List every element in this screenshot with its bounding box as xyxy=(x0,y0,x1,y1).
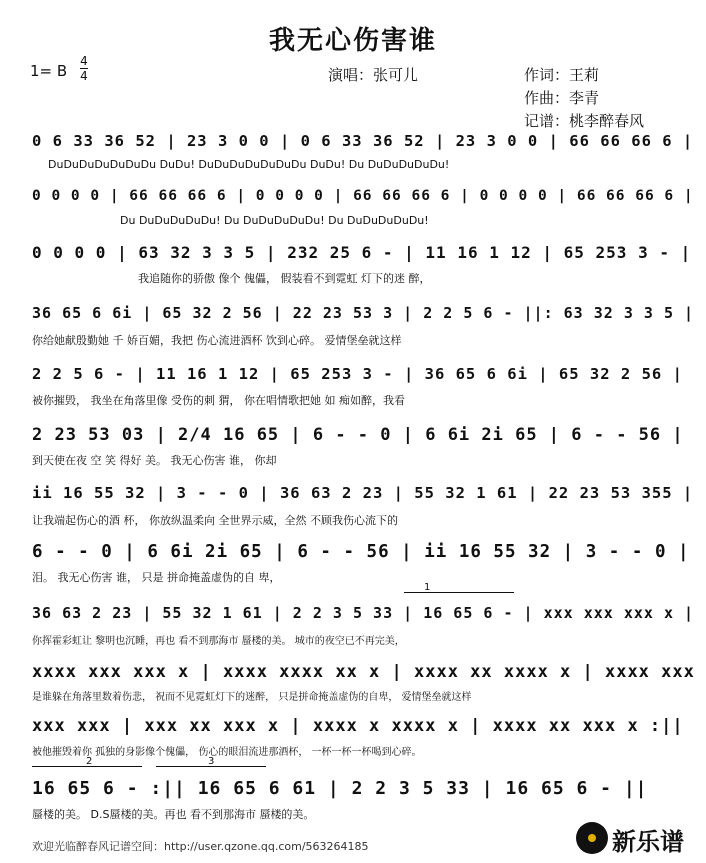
lyrics-row-8: 泪。 我无心伤害 谁， 只是 拼命掩盖虚伪的自 卑， xyxy=(32,571,281,584)
notation-row-12: 16 65 6 - :|| 16 65 6 61 | 2 2 3 5 33 | 16 65 6 - || xyxy=(32,778,648,799)
logo-text: 新乐谱 xyxy=(612,828,684,856)
lyrics-row-10: 是谁躲在角落里数着伤悲， 祝而不见霓虹灯下的迷醉， 只是拼命掩盖虚伪的自卑， 爱情堡垒就这样 xyxy=(32,692,472,703)
transcriber-credit: 记谱：桃李醉春风 xyxy=(524,112,645,130)
time-sig-bottom: 4 xyxy=(80,69,88,83)
time-sig-top: 4 xyxy=(80,54,88,68)
lyrics-row-5: 被你摧毁， 我坐在角落里像 受伤的刺 猬， 你在唱情歌把她 如 痴如醉，我看 xyxy=(32,394,405,407)
singer-credit: 演唱：张可儿 xyxy=(328,66,419,84)
key-signature: 1= B xyxy=(30,62,68,80)
lyrics-row-12: 蜃楼的美。 D.S蜃楼的美。再也 看不到那海市 蜃楼的美。 xyxy=(32,808,315,821)
notation-row-11: xxx xxx | xxx xx xxx x | xxxx x xxxx x | xxxx xx xxx x :|| xyxy=(32,716,684,736)
time-signature xyxy=(80,55,88,82)
lyrics-row-3: 我追随你的骄傲 像个 傀儡， 假装看不到霓虹 灯下的迷 醉， xyxy=(138,272,431,285)
lyrics-row-1: DuDuDuDuDuDuDu DuDu! DuDuDuDuDuDuDu DuDu! Du DuDuDuDuDu! xyxy=(48,158,450,171)
notation-row-2: 0 0 0 0 | 66 66 66 6 | 0 0 0 0 | 66 66 66 6 | 0 0 0 0 | 66 66 66 6 | xyxy=(32,188,694,204)
lyrics-row-2: Du DuDuDuDuDu! Du DuDuDuDuDu! Du DuDuDuDuDu! xyxy=(120,214,429,227)
notation-row-7: ii 16 55 32 | 3 - - 0 | 36 63 2 23 | 55 32 1 61 | 22 23 53 355 | xyxy=(32,484,694,502)
ending-number-3: 3 xyxy=(208,756,215,767)
composer-credit: 作曲：李青 xyxy=(524,89,600,107)
ending-number-1: 1 xyxy=(424,582,431,593)
notation-row-6: 2 23 53 03 | 2/4 16 65 | 6 - - 0 | 6 6i 2i 65 | 6 - - 56 | xyxy=(32,425,684,445)
notation-row-10: xxxx xxx xxx x | xxxx xxxx xx x | xxxx xx xxxx x | xxxx xxx xyxy=(32,662,695,682)
lyrics-row-7: 让我端起伤心的酒 杯， 你放纵温柔向 全世界示威，全然 不顾我伤心流下的 xyxy=(32,514,398,527)
lyrics-row-9: 你挥霍彩虹让 黎明也沉睡，再也 看不到那海市 蜃楼的美。 城市的夜空已不再完美， xyxy=(32,636,405,647)
notation-row-5: 2 2 5 6 - | 11 16 1 12 | 65 253 3 - | 36 65 6 6i | 65 32 2 56 | xyxy=(32,365,683,383)
ending-bracket-1 xyxy=(404,592,514,593)
page-title: 我无心伤害谁 xyxy=(268,26,437,56)
lyrics-row-6: 到天使在夜 空 笑 得好 美。 我无心伤害 谁， 你却 xyxy=(32,454,277,467)
notation-row-3: 0 0 0 0 | 63 32 3 3 5 | 232 25 6 - | 11 16 1 12 | 65 253 3 - | xyxy=(32,243,692,262)
site-logo xyxy=(572,820,698,856)
lyrics-row-11: 被他摧毁着你 孤独的身影像个傀儡， 伤心的眼泪流进那酒杯， 一杯一杯一杯喝到心碎。 xyxy=(32,747,422,758)
notation-row-1: 0 6 33 36 52 | 23 3 0 0 | 0 6 33 36 52 | 23 3 0 0 | 66 66 66 6 | xyxy=(32,132,694,150)
ending-number-2: 2 xyxy=(86,756,93,767)
footer-website: 欢迎光临醉春风记谱空间：http://user.qzone.qq.com/563264185 xyxy=(32,840,369,853)
record-disc-icon xyxy=(576,822,608,854)
notation-row-9: 36 63 2 23 | 55 32 1 61 | 2 2 3 5 33 | 16 65 6 - | xxx xxx xxx x | xyxy=(32,604,695,622)
lyricist-credit: 作词：王莉 xyxy=(524,66,600,84)
lyrics-row-4: 你给她献殷勤她 千 娇百媚，我把 伤心流进酒杯 饮到心碎。 爱情堡垒就这样 xyxy=(32,334,402,347)
notation-row-4: 36 65 6 6i | 65 32 2 56 | 22 23 53 3 | 2 2 5 6 - ||: 63 32 3 3 5 | xyxy=(32,304,695,322)
notation-row-8: 6 - - 0 | 6 6i 2i 65 | 6 - - 56 | ii 16 55 32 | 3 - - 0 | xyxy=(32,542,690,562)
